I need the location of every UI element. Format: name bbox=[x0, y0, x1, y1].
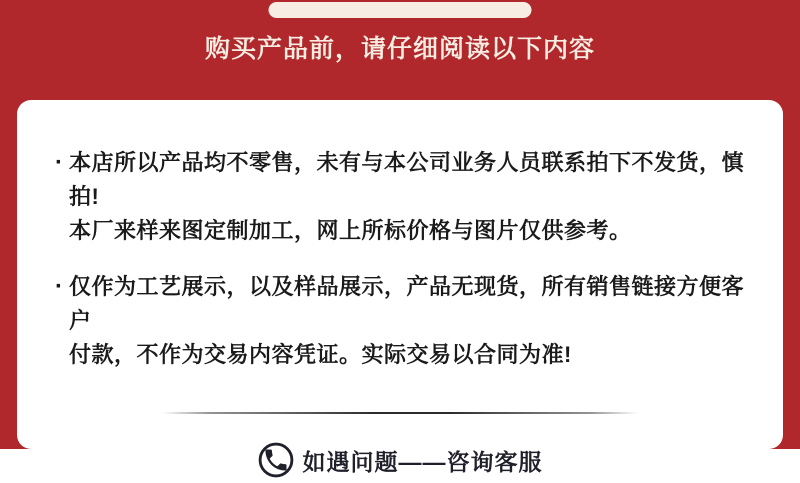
bullet-line: 仅作为工艺展示，以及样品展示，产品无现货，所有销售链接方便客户 bbox=[69, 274, 745, 333]
notice-card bbox=[17, 100, 783, 475]
divider-line bbox=[162, 412, 638, 414]
bullet-dot: · bbox=[55, 273, 63, 300]
contact-footer bbox=[55, 442, 745, 478]
top-pill-decoration bbox=[269, 2, 532, 18]
bullet-line: 本店所以产品均不零售，未有与本公司业务人员联系拍下不发货，慎拍! bbox=[69, 150, 745, 209]
bullet-dot: · bbox=[55, 149, 63, 176]
contact-text: 如遇问题——咨询客服 bbox=[302, 448, 543, 475]
notice-bullet-2 bbox=[55, 270, 745, 372]
bullet-text bbox=[69, 146, 745, 248]
bullet-line: 付款，不作为交易内容凭证。实际交易以合同为准! bbox=[69, 342, 572, 367]
bullet-line: 本厂来样来图定制加工，网上所标价格与图片仅供参考。 bbox=[69, 218, 632, 243]
bullet-text bbox=[69, 270, 745, 372]
page-title: 购买产品前，请仔细阅读以下内容 bbox=[204, 35, 595, 63]
notice-bullet-1 bbox=[55, 146, 745, 248]
phone-icon bbox=[258, 442, 294, 478]
